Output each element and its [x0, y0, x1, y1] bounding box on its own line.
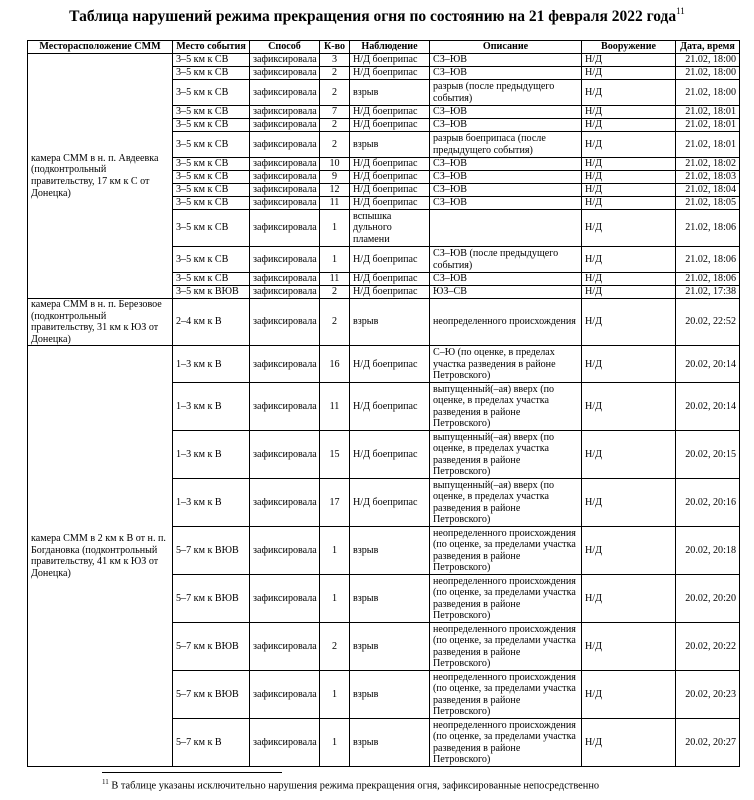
weapon-cell: Н/Д — [582, 346, 676, 383]
method-cell: зафиксировала — [250, 575, 320, 623]
header-cell: Дата, время — [676, 41, 740, 54]
method-cell: зафиксировала — [250, 383, 320, 431]
observation-cell: Н/Д боеприпас — [350, 479, 430, 527]
count-cell: 3 — [320, 54, 350, 67]
description-cell: неопределенного происхождения (по оценке, за пределами участка разведения в районе Петровского) — [430, 719, 582, 767]
description-cell: СЗ–ЮВ — [430, 67, 582, 80]
place-cell: 3–5 км к СВ — [173, 171, 250, 184]
count-cell: 2 — [320, 623, 350, 671]
weapon-cell: Н/Д — [582, 247, 676, 273]
datetime-cell: 20.02, 20:27 — [676, 719, 740, 767]
description-cell: СЗ–ЮВ — [430, 273, 582, 286]
description-cell: выпущенный(–ая) вверх (по оценке, в пределах участка разведения в районе Петровского) — [430, 479, 582, 527]
datetime-cell: 21.02, 18:00 — [676, 54, 740, 67]
place-cell: 5–7 км к ВЮВ — [173, 623, 250, 671]
observation-cell: Н/Д боеприпас — [350, 106, 430, 119]
place-cell: 3–5 км к СВ — [173, 247, 250, 273]
method-cell: зафиксировала — [250, 346, 320, 383]
datetime-cell: 21.02, 18:03 — [676, 171, 740, 184]
count-cell: 11 — [320, 273, 350, 286]
count-cell: 2 — [320, 119, 350, 132]
weapon-cell: Н/Д — [582, 623, 676, 671]
weapon-cell: Н/Д — [582, 719, 676, 767]
description-cell: выпущенный(–ая) вверх (по оценке, в пределах участка разведения в районе Петровского) — [430, 383, 582, 431]
table-row — [28, 346, 740, 383]
count-cell: 2 — [320, 80, 350, 106]
weapon-cell: Н/Д — [582, 106, 676, 119]
header-cell: Описание — [430, 41, 582, 54]
method-cell: зафиксировала — [250, 286, 320, 299]
count-cell: 1 — [320, 575, 350, 623]
observation-cell: вспышка дульного пламени — [350, 210, 430, 247]
datetime-cell: 20.02, 20:22 — [676, 623, 740, 671]
footnote — [102, 776, 742, 793]
datetime-cell: 21.02, 17:38 — [676, 286, 740, 299]
table-row — [28, 54, 740, 67]
observation-cell: взрыв — [350, 299, 430, 346]
description-cell: С–Ю (по оценке, в пределах участка разведения в районе Петровского) — [430, 346, 582, 383]
page-title-text: Таблица нарушений режима прекращения огня по состоянию на 21 февраля 2022 года — [69, 8, 677, 25]
datetime-cell: 20.02, 20:18 — [676, 527, 740, 575]
method-cell: зафиксировала — [250, 158, 320, 171]
location-cell: камера СММ в н. п. Авдеевка (подконтрольный правительству, 17 км к С от Донецка) — [28, 54, 173, 299]
count-cell: 2 — [320, 67, 350, 80]
datetime-cell: 21.02, 18:06 — [676, 210, 740, 247]
datetime-cell: 21.02, 18:05 — [676, 197, 740, 210]
count-cell: 16 — [320, 346, 350, 383]
observation-cell: взрыв — [350, 527, 430, 575]
header-cell: Наблюдение — [350, 41, 430, 54]
place-cell: 3–5 км к СВ — [173, 80, 250, 106]
weapon-cell: Н/Д — [582, 671, 676, 719]
place-cell: 5–7 км к ВЮВ — [173, 671, 250, 719]
method-cell: зафиксировала — [250, 527, 320, 575]
observation-cell: Н/Д боеприпас — [350, 197, 430, 210]
header-cell: Вооружение — [582, 41, 676, 54]
method-cell: зафиксировала — [250, 119, 320, 132]
method-cell: зафиксировала — [250, 719, 320, 767]
place-cell: 5–7 км к В — [173, 719, 250, 767]
datetime-cell: 20.02, 20:20 — [676, 575, 740, 623]
method-cell: зафиксировала — [250, 67, 320, 80]
datetime-cell: 21.02, 18:01 — [676, 132, 740, 158]
datetime-cell: 21.02, 18:00 — [676, 67, 740, 80]
place-cell: 1–3 км к В — [173, 383, 250, 431]
footnote-divider — [102, 772, 282, 773]
method-cell: зафиксировала — [250, 431, 320, 479]
weapon-cell: Н/Д — [582, 286, 676, 299]
observation-cell: взрыв — [350, 132, 430, 158]
weapon-cell: Н/Д — [582, 210, 676, 247]
method-cell: зафиксировала — [250, 247, 320, 273]
weapon-cell: Н/Д — [582, 119, 676, 132]
observation-cell: Н/Д боеприпас — [350, 346, 430, 383]
description-cell: неопределенного происхождения (по оценке, за пределами участка разведения в районе Петровского) — [430, 527, 582, 575]
place-cell: 3–5 км к СВ — [173, 184, 250, 197]
observation-cell: взрыв — [350, 80, 430, 106]
description-cell: СЗ–ЮВ — [430, 171, 582, 184]
method-cell: зафиксировала — [250, 273, 320, 286]
datetime-cell: 21.02, 18:04 — [676, 184, 740, 197]
weapon-cell: Н/Д — [582, 479, 676, 527]
weapon-cell: Н/Д — [582, 184, 676, 197]
weapon-cell: Н/Д — [582, 273, 676, 286]
page-title — [0, 8, 754, 26]
method-cell: зафиксировала — [250, 132, 320, 158]
place-cell: 3–5 км к СВ — [173, 158, 250, 171]
observation-cell: Н/Д боеприпас — [350, 431, 430, 479]
count-cell: 1 — [320, 210, 350, 247]
weapon-cell: Н/Д — [582, 80, 676, 106]
footnote-text: В таблице указаны исключительно нарушения режима прекращения огня, зафиксированные непосредственно — [111, 780, 600, 792]
datetime-cell: 21.02, 18:00 — [676, 80, 740, 106]
observation-cell: Н/Д боеприпас — [350, 158, 430, 171]
method-cell: зафиксировала — [250, 210, 320, 247]
header-cell: Месторасположение СММ — [28, 41, 173, 54]
description-cell: разрыв (после предыдущего события) — [430, 80, 582, 106]
observation-cell: Н/Д боеприпас — [350, 383, 430, 431]
weapon-cell: Н/Д — [582, 575, 676, 623]
place-cell: 3–5 км к СВ — [173, 197, 250, 210]
weapon-cell: Н/Д — [582, 197, 676, 210]
datetime-cell: 20.02, 22:52 — [676, 299, 740, 346]
datetime-cell: 20.02, 20:15 — [676, 431, 740, 479]
count-cell: 11 — [320, 383, 350, 431]
count-cell: 11 — [320, 197, 350, 210]
place-cell: 3–5 км к СВ — [173, 106, 250, 119]
description-cell: СЗ–ЮВ — [430, 184, 582, 197]
method-cell: зафиксировала — [250, 54, 320, 67]
place-cell: 1–3 км к В — [173, 431, 250, 479]
description-cell: СЗ–ЮВ — [430, 197, 582, 210]
table-body — [28, 54, 740, 767]
datetime-cell: 20.02, 20:16 — [676, 479, 740, 527]
description-cell: неопределенного происхождения — [430, 299, 582, 346]
title-footnote-mark: 11 — [676, 6, 685, 16]
place-cell: 3–5 км к СВ — [173, 119, 250, 132]
weapon-cell: Н/Д — [582, 171, 676, 184]
count-cell: 17 — [320, 479, 350, 527]
header-cell: Место события — [173, 41, 250, 54]
description-cell: СЗ–ЮВ — [430, 158, 582, 171]
location-cell: камера СММ в н. п. Березовое (подконтрольный правительству, 31 км к ЮЗ от Донецка) — [28, 299, 173, 346]
method-cell: зафиксировала — [250, 299, 320, 346]
observation-cell: Н/Д боеприпас — [350, 273, 430, 286]
place-cell: 1–3 км к В — [173, 346, 250, 383]
datetime-cell: 20.02, 20:14 — [676, 346, 740, 383]
count-cell: 1 — [320, 527, 350, 575]
description-cell: выпущенный(–ая) вверх (по оценке, в пределах участка разведения в районе Петровского) — [430, 431, 582, 479]
method-cell: зафиксировала — [250, 171, 320, 184]
header-cell: Способ — [250, 41, 320, 54]
count-cell: 2 — [320, 299, 350, 346]
weapon-cell: Н/Д — [582, 132, 676, 158]
place-cell: 3–5 км к СВ — [173, 273, 250, 286]
weapon-cell: Н/Д — [582, 67, 676, 80]
observation-cell: Н/Д боеприпас — [350, 171, 430, 184]
violations-table — [27, 40, 740, 767]
observation-cell: взрыв — [350, 671, 430, 719]
method-cell: зафиксировала — [250, 197, 320, 210]
datetime-cell: 20.02, 20:23 — [676, 671, 740, 719]
datetime-cell: 21.02, 18:02 — [676, 158, 740, 171]
place-cell: 2–4 км к В — [173, 299, 250, 346]
weapon-cell: Н/Д — [582, 527, 676, 575]
observation-cell: взрыв — [350, 719, 430, 767]
footnote-mark: 11 — [102, 778, 109, 786]
datetime-cell: 21.02, 18:01 — [676, 119, 740, 132]
location-cell: камера СММ в 2 км к В от н. п. Богдановка (подконтрольный правительству, 41 км к ЮЗ от Донецка) — [28, 346, 173, 767]
place-cell: 5–7 км к ВЮВ — [173, 575, 250, 623]
place-cell: 3–5 км к ВЮВ — [173, 286, 250, 299]
weapon-cell: Н/Д — [582, 299, 676, 346]
method-cell: зафиксировала — [250, 184, 320, 197]
count-cell: 1 — [320, 719, 350, 767]
place-cell: 3–5 км к СВ — [173, 54, 250, 67]
count-cell: 15 — [320, 431, 350, 479]
header-row — [28, 41, 740, 54]
method-cell: зафиксировала — [250, 623, 320, 671]
count-cell: 12 — [320, 184, 350, 197]
observation-cell: взрыв — [350, 575, 430, 623]
observation-cell: Н/Д боеприпас — [350, 184, 430, 197]
observation-cell: Н/Д боеприпас — [350, 286, 430, 299]
datetime-cell: 21.02, 18:06 — [676, 247, 740, 273]
count-cell: 9 — [320, 171, 350, 184]
header-cell: К-во — [320, 41, 350, 54]
place-cell: 3–5 км к СВ — [173, 210, 250, 247]
count-cell: 2 — [320, 286, 350, 299]
description-cell: СЗ–ЮВ (после предыдущего события) — [430, 247, 582, 273]
place-cell: 5–7 км к ВЮВ — [173, 527, 250, 575]
description-cell: СЗ–ЮВ — [430, 106, 582, 119]
weapon-cell: Н/Д — [582, 54, 676, 67]
description-cell: неопределенного происхождения (по оценке, за пределами участка разведения в районе Петровского) — [430, 623, 582, 671]
datetime-cell: 21.02, 18:01 — [676, 106, 740, 119]
description-cell: неопределенного происхождения (по оценке, за пределами участка разведения в районе Петровского) — [430, 671, 582, 719]
count-cell: 1 — [320, 671, 350, 719]
count-cell: 10 — [320, 158, 350, 171]
observation-cell: Н/Д боеприпас — [350, 67, 430, 80]
place-cell: 3–5 км к СВ — [173, 67, 250, 80]
table-header — [28, 41, 740, 54]
description-cell — [430, 210, 582, 247]
observation-cell: взрыв — [350, 623, 430, 671]
description-cell: разрыв боеприпаса (после предыдущего события) — [430, 132, 582, 158]
method-cell: зафиксировала — [250, 479, 320, 527]
observation-cell: Н/Д боеприпас — [350, 247, 430, 273]
observation-cell: Н/Д боеприпас — [350, 54, 430, 67]
table-row — [28, 299, 740, 346]
weapon-cell: Н/Д — [582, 383, 676, 431]
method-cell: зафиксировала — [250, 671, 320, 719]
description-cell: ЮЗ–СВ — [430, 286, 582, 299]
place-cell: 3–5 км к СВ — [173, 132, 250, 158]
count-cell: 2 — [320, 132, 350, 158]
description-cell: СЗ–ЮВ — [430, 54, 582, 67]
method-cell: зафиксировала — [250, 106, 320, 119]
description-cell: неопределенного происхождения (по оценке, за пределами участка разведения в районе Петровского) — [430, 575, 582, 623]
datetime-cell: 20.02, 20:14 — [676, 383, 740, 431]
datetime-cell: 21.02, 18:06 — [676, 273, 740, 286]
count-cell: 7 — [320, 106, 350, 119]
weapon-cell: Н/Д — [582, 158, 676, 171]
method-cell: зафиксировала — [250, 80, 320, 106]
observation-cell: Н/Д боеприпас — [350, 119, 430, 132]
description-cell: СЗ–ЮВ — [430, 119, 582, 132]
count-cell: 1 — [320, 247, 350, 273]
weapon-cell: Н/Д — [582, 431, 676, 479]
place-cell: 1–3 км к В — [173, 479, 250, 527]
